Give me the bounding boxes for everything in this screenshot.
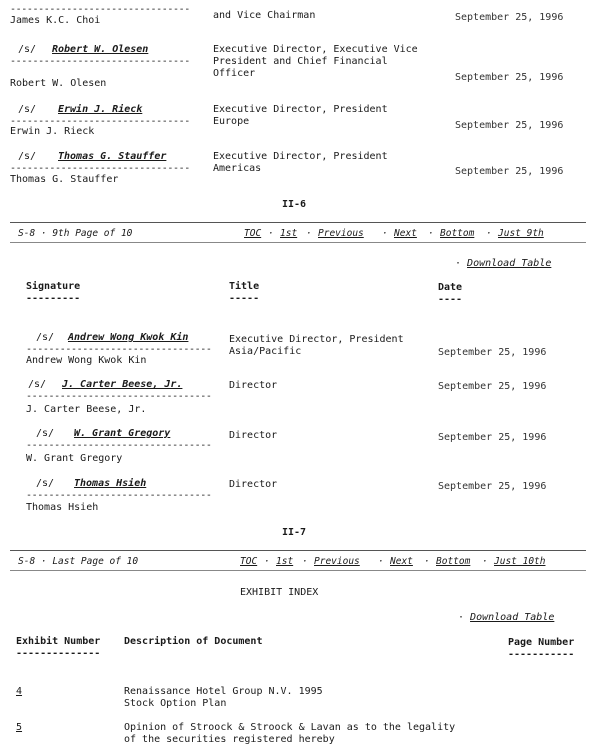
exhibit-description-cont: Stock Option Plan bbox=[124, 698, 227, 709]
first-page-link[interactable]: 1st bbox=[280, 228, 298, 239]
slash-s-mark: /s/ bbox=[18, 151, 37, 162]
conformed-signature: Thomas Hsieh bbox=[74, 478, 147, 489]
exhibit-description: Renaissance Hotel Group N.V. 1995 bbox=[124, 686, 323, 697]
signer-title-cont: Asia/Pacific bbox=[229, 346, 302, 357]
next-page-link[interactable]: Next bbox=[390, 556, 413, 567]
conformed-signature: J. Carter Beese, Jr. bbox=[62, 379, 183, 390]
signature-date: September 25, 1996 bbox=[438, 432, 547, 443]
bottom-link[interactable]: Bottom bbox=[436, 556, 471, 567]
page-break-rule bbox=[10, 550, 586, 551]
signature-line: -------------------------------- bbox=[10, 4, 190, 15]
signer-title: Executive Director, President bbox=[213, 151, 388, 162]
column-header-underline: --------- bbox=[26, 293, 81, 304]
bottom-link[interactable]: Bottom bbox=[440, 228, 475, 239]
slash-s-mark: /s/ bbox=[36, 332, 55, 343]
column-header-underline: ----------- bbox=[508, 649, 575, 660]
column-header-exhibit-number: Exhibit Number bbox=[16, 636, 101, 647]
column-header-title: Title bbox=[229, 281, 260, 292]
just-page-link[interactable]: Just 9th bbox=[498, 228, 544, 239]
signer-title-cont: Americas bbox=[213, 163, 262, 174]
slash-s-mark: /s/ bbox=[28, 379, 47, 390]
printed-name: W. Grant Gregory bbox=[26, 453, 123, 464]
toc-link[interactable]: TOC bbox=[240, 556, 258, 567]
signer-title-cont: Europe bbox=[213, 116, 250, 127]
exhibit-number-link[interactable]: 4 bbox=[16, 686, 23, 697]
column-header-underline: -------------- bbox=[16, 648, 101, 659]
exhibit-description-cont: of the securities registered hereby bbox=[124, 734, 335, 745]
slash-s-mark: /s/ bbox=[18, 44, 37, 55]
column-header-description: Description of Document bbox=[124, 636, 263, 647]
page-break-rule bbox=[10, 570, 586, 571]
signature-date: September 25, 1996 bbox=[455, 72, 564, 83]
exhibit-number-link[interactable]: 5 bbox=[16, 722, 23, 733]
toc-link[interactable]: TOC bbox=[244, 228, 262, 239]
printed-name: Andrew Wong Kwok Kin bbox=[26, 355, 147, 366]
download-table-link[interactable]: Download Table bbox=[470, 612, 555, 623]
signer-title: Director bbox=[229, 380, 278, 391]
exhibit-index-title: EXHIBIT INDEX bbox=[240, 587, 319, 598]
column-header-signature: Signature bbox=[26, 281, 81, 292]
signer-title: Executive Director, President bbox=[229, 334, 404, 345]
signature-line: --------------------------------- bbox=[26, 391, 212, 402]
column-header-date: Date bbox=[438, 282, 463, 293]
page-position-label: S-8 · 9th Page of 10 bbox=[18, 228, 133, 239]
signer-title-cont: Officer bbox=[213, 68, 256, 79]
next-page-link[interactable]: Next bbox=[394, 228, 417, 239]
signer-title-cont: President and Chief Financial bbox=[213, 56, 388, 67]
download-table-link-wrap: · Download Table bbox=[455, 258, 552, 269]
slash-s-mark: /s/ bbox=[36, 428, 55, 439]
download-table-link[interactable]: Download Table bbox=[467, 258, 552, 269]
conformed-signature: Andrew Wong Kwok Kin bbox=[68, 332, 189, 343]
signature-date: September 25, 1996 bbox=[438, 481, 547, 492]
page-break-rule bbox=[10, 242, 586, 243]
exhibit-description: Opinion of Stroock & Stroock & Lavan as to the legality bbox=[124, 722, 456, 733]
printed-name: Thomas Hsieh bbox=[26, 502, 99, 513]
conformed-signature: Robert W. Olesen bbox=[52, 44, 149, 55]
signature-line: --------------------------------- bbox=[26, 440, 212, 451]
column-header-page-number: Page Number bbox=[508, 637, 575, 648]
first-page-link[interactable]: 1st bbox=[276, 556, 294, 567]
signer-title: Executive Director, President bbox=[213, 104, 388, 115]
signature-line: -------------------------------- bbox=[10, 56, 190, 67]
printed-name: J. Carter Beese, Jr. bbox=[26, 404, 147, 415]
signature-date: September 25, 1996 bbox=[455, 120, 564, 131]
previous-page-link[interactable]: Previous bbox=[314, 556, 360, 567]
printed-name: Robert W. Olesen bbox=[10, 78, 107, 89]
column-header-underline: ----- bbox=[229, 293, 260, 304]
signer-title: Director bbox=[229, 479, 278, 490]
signature-line: --------------------------------- bbox=[26, 344, 212, 355]
download-table-link-wrap: · Download Table bbox=[458, 612, 555, 623]
signer-title: Executive Director, Executive Vice bbox=[213, 44, 418, 55]
signature-line: --------------------------------- bbox=[26, 490, 212, 501]
page-number: II-7 bbox=[282, 527, 307, 538]
slash-s-mark: /s/ bbox=[36, 478, 55, 489]
conformed-signature: Erwin J. Rieck bbox=[58, 104, 143, 115]
signature-date: September 25, 1996 bbox=[455, 12, 564, 23]
signer-title: Director bbox=[229, 430, 278, 441]
page-number: II-6 bbox=[282, 199, 307, 210]
slash-s-mark: /s/ bbox=[18, 104, 37, 115]
printed-name: Erwin J. Rieck bbox=[10, 126, 95, 137]
signature-line: -------------------------------- bbox=[10, 116, 190, 127]
signature-date: September 25, 1996 bbox=[455, 166, 564, 177]
conformed-signature: W. Grant Gregory bbox=[74, 428, 171, 439]
printed-name: James K.C. Choi bbox=[10, 15, 101, 26]
page-break-rule bbox=[10, 222, 586, 223]
signature-line: -------------------------------- bbox=[10, 163, 190, 174]
printed-name: Thomas G. Stauffer bbox=[10, 174, 119, 185]
previous-page-link[interactable]: Previous bbox=[318, 228, 364, 239]
signer-title: and Vice Chairman bbox=[213, 10, 316, 21]
just-page-link[interactable]: Just 10th bbox=[494, 556, 546, 567]
signature-date: September 25, 1996 bbox=[438, 381, 547, 392]
page-position-label: S-8 · Last Page of 10 bbox=[18, 556, 139, 567]
conformed-signature: Thomas G. Stauffer bbox=[58, 151, 167, 162]
column-header-underline: ---- bbox=[438, 294, 463, 305]
signature-date: September 25, 1996 bbox=[438, 347, 547, 358]
